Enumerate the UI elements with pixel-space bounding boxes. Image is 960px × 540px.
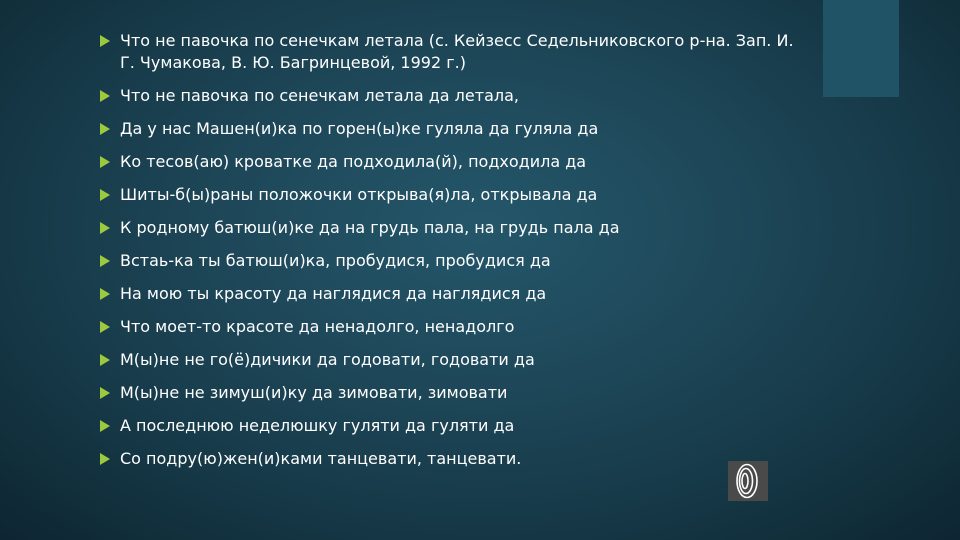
bullet-text: Что моет-то красоте да ненадолго, ненадолго <box>120 317 515 336</box>
triangle-bullet-icon <box>100 387 110 399</box>
bullet-item <box>100 415 800 437</box>
bullet-item <box>100 316 800 338</box>
triangle-bullet-icon <box>100 156 110 168</box>
bullet-item <box>100 217 800 239</box>
triangle-bullet-icon <box>100 90 110 102</box>
bullet-item <box>100 85 800 107</box>
bullet-text: Встаь-ка ты батюш(и)ка, пробудися, пробудися да <box>120 251 551 270</box>
triangle-bullet-icon <box>100 189 110 201</box>
bullet-text: На мою ты красоту да наглядися да наглядися да <box>120 284 547 303</box>
bullet-text: А последнюю неделюшку гуляти да гуляти да <box>120 416 515 435</box>
triangle-bullet-icon <box>100 255 110 267</box>
triangle-bullet-icon <box>100 420 110 432</box>
triangle-bullet-icon <box>100 354 110 366</box>
bullet-item <box>100 283 800 305</box>
bullet-text: Да у нас Машен(и)ка по горен(ы)ке гуляла да гуляла да <box>120 119 599 138</box>
accent-bar <box>823 0 899 97</box>
bullet-text: Что не павочка по сенечкам летала (с. Кейзесс Седельниковского р-на. Зап. И. Г. Чумакова, В. Ю. Багринцевой, 1992 г.) <box>120 31 794 72</box>
bullet-text: Со подру(ю)жен(и)ками танцевати, танцевати. <box>120 449 522 468</box>
bullet-item <box>100 448 800 470</box>
bullet-item <box>100 382 800 404</box>
triangle-bullet-icon <box>100 35 110 47</box>
bullet-item <box>100 349 800 371</box>
bullet-text: М(ы)не не го(ё)дичики да годовати, годовати да <box>120 350 535 369</box>
bullet-text: Что не павочка по сенечкам летала да летала, <box>120 86 519 105</box>
bullet-list <box>100 30 800 481</box>
bullet-item <box>100 184 800 206</box>
bullet-text: Ко тесов(аю) кроватке да подходила(й), подходила да <box>120 152 587 171</box>
bullet-text: М(ы)не не зимуш(и)ку да зимовати, зимовати <box>120 383 508 402</box>
sound-icon[interactable] <box>728 461 768 501</box>
bullet-item <box>100 30 800 74</box>
triangle-bullet-icon <box>100 453 110 465</box>
bullet-item <box>100 250 800 272</box>
bullet-text: Шиты-б(ы)раны положочки открыва(я)ла, открывала да <box>120 185 598 204</box>
triangle-bullet-icon <box>100 288 110 300</box>
triangle-bullet-icon <box>100 123 110 135</box>
bullet-item <box>100 151 800 173</box>
triangle-bullet-icon <box>100 222 110 234</box>
triangle-bullet-icon <box>100 321 110 333</box>
bullet-text: К родному батюш(и)ке да на грудь пала, на грудь пала да <box>120 218 620 237</box>
bullet-item <box>100 118 800 140</box>
